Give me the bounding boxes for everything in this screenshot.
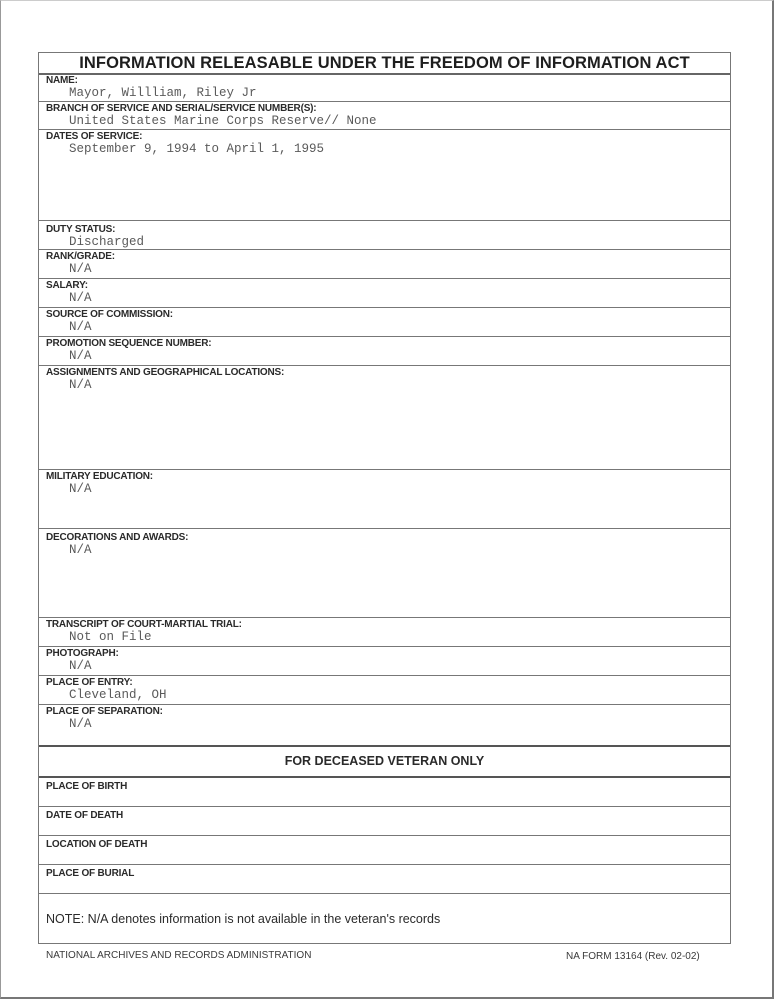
field-label: DATES OF SERVICE: <box>46 131 143 142</box>
field-label: NAME: <box>46 75 78 86</box>
field-location-of-death <box>39 836 730 865</box>
field-value: N/A <box>69 291 92 305</box>
field-source-of-commission <box>39 308 730 337</box>
field-label: ASSIGNMENTS AND GEOGRAPHICAL LOCATIONS: <box>46 367 285 378</box>
field-label: PLACE OF ENTRY: <box>46 677 133 688</box>
field-value: N/A <box>69 659 92 673</box>
field-military-education <box>39 470 730 529</box>
deceased-section-header <box>39 747 730 778</box>
field-label: PROMOTION SEQUENCE NUMBER: <box>46 338 212 349</box>
field-label: TRANSCRIPT OF COURT-MARTIAL TRIAL: <box>46 619 242 630</box>
field-value: N/A <box>69 378 92 392</box>
note-text: NOTE: N/A denotes information is not available in the veteran's records <box>46 912 441 926</box>
field-label: DATE OF DEATH <box>46 810 124 821</box>
field-label: RANK/GRADE: <box>46 251 115 262</box>
deceased-section-title: FOR DECEASED VETERAN ONLY <box>284 754 485 768</box>
footer-agency: NATIONAL ARCHIVES AND RECORDS ADMINISTRATION <box>46 950 312 961</box>
field-value: September 9, 1994 to April 1, 1995 <box>69 142 325 156</box>
field-value: N/A <box>69 349 92 363</box>
field-label: SALARY: <box>46 280 88 291</box>
field-label: BRANCH OF SERVICE AND SERIAL/SERVICE NUMBER(S): <box>46 103 317 114</box>
field-decorations <box>39 529 730 618</box>
foia-form <box>38 52 731 944</box>
field-label: DECORATIONS AND AWARDS: <box>46 532 189 543</box>
field-value: United States Marine Corps Reserve// None <box>69 114 377 128</box>
field-value: Discharged <box>69 235 145 249</box>
field-place-of-birth <box>39 778 730 807</box>
field-value: Mayor, Willliam, Riley Jr <box>69 86 257 100</box>
form-title: INFORMATION RELEASABLE UNDER THE FREEDOM OF INFORMATION ACT <box>39 53 730 75</box>
footer-form-number: NA FORM 13164 (Rev. 02-02) <box>566 951 700 962</box>
field-rank-grade <box>39 250 730 279</box>
field-label: PHOTOGRAPH: <box>46 648 119 659</box>
field-place-of-burial <box>39 865 730 894</box>
field-label: PLACE OF BIRTH <box>46 781 128 792</box>
field-label: LOCATION OF DEATH <box>46 839 148 850</box>
field-name <box>39 74 730 102</box>
field-dates-of-service <box>39 130 730 221</box>
field-value: Cleveland, OH <box>69 688 167 702</box>
field-date-of-death <box>39 807 730 836</box>
field-value: N/A <box>69 320 92 334</box>
field-label: SOURCE OF COMMISSION: <box>46 309 173 320</box>
field-value: N/A <box>69 262 92 276</box>
field-label: PLACE OF BURIAL <box>46 868 135 879</box>
field-value: Not on File <box>69 630 152 644</box>
field-label: DUTY STATUS: <box>46 224 116 235</box>
field-photograph <box>39 647 730 676</box>
field-branch <box>39 102 730 130</box>
field-promotion-sequence <box>39 337 730 366</box>
field-salary <box>39 279 730 308</box>
field-value: N/A <box>69 543 92 557</box>
field-value: N/A <box>69 482 92 496</box>
field-place-of-entry <box>39 676 730 705</box>
field-value: N/A <box>69 717 92 731</box>
field-duty-status <box>39 221 730 250</box>
field-court-martial <box>39 618 730 647</box>
field-place-of-separation <box>39 705 730 747</box>
field-assignments <box>39 366 730 470</box>
field-label: PLACE OF SEPARATION: <box>46 706 163 717</box>
field-label: MILITARY EDUCATION: <box>46 471 153 482</box>
